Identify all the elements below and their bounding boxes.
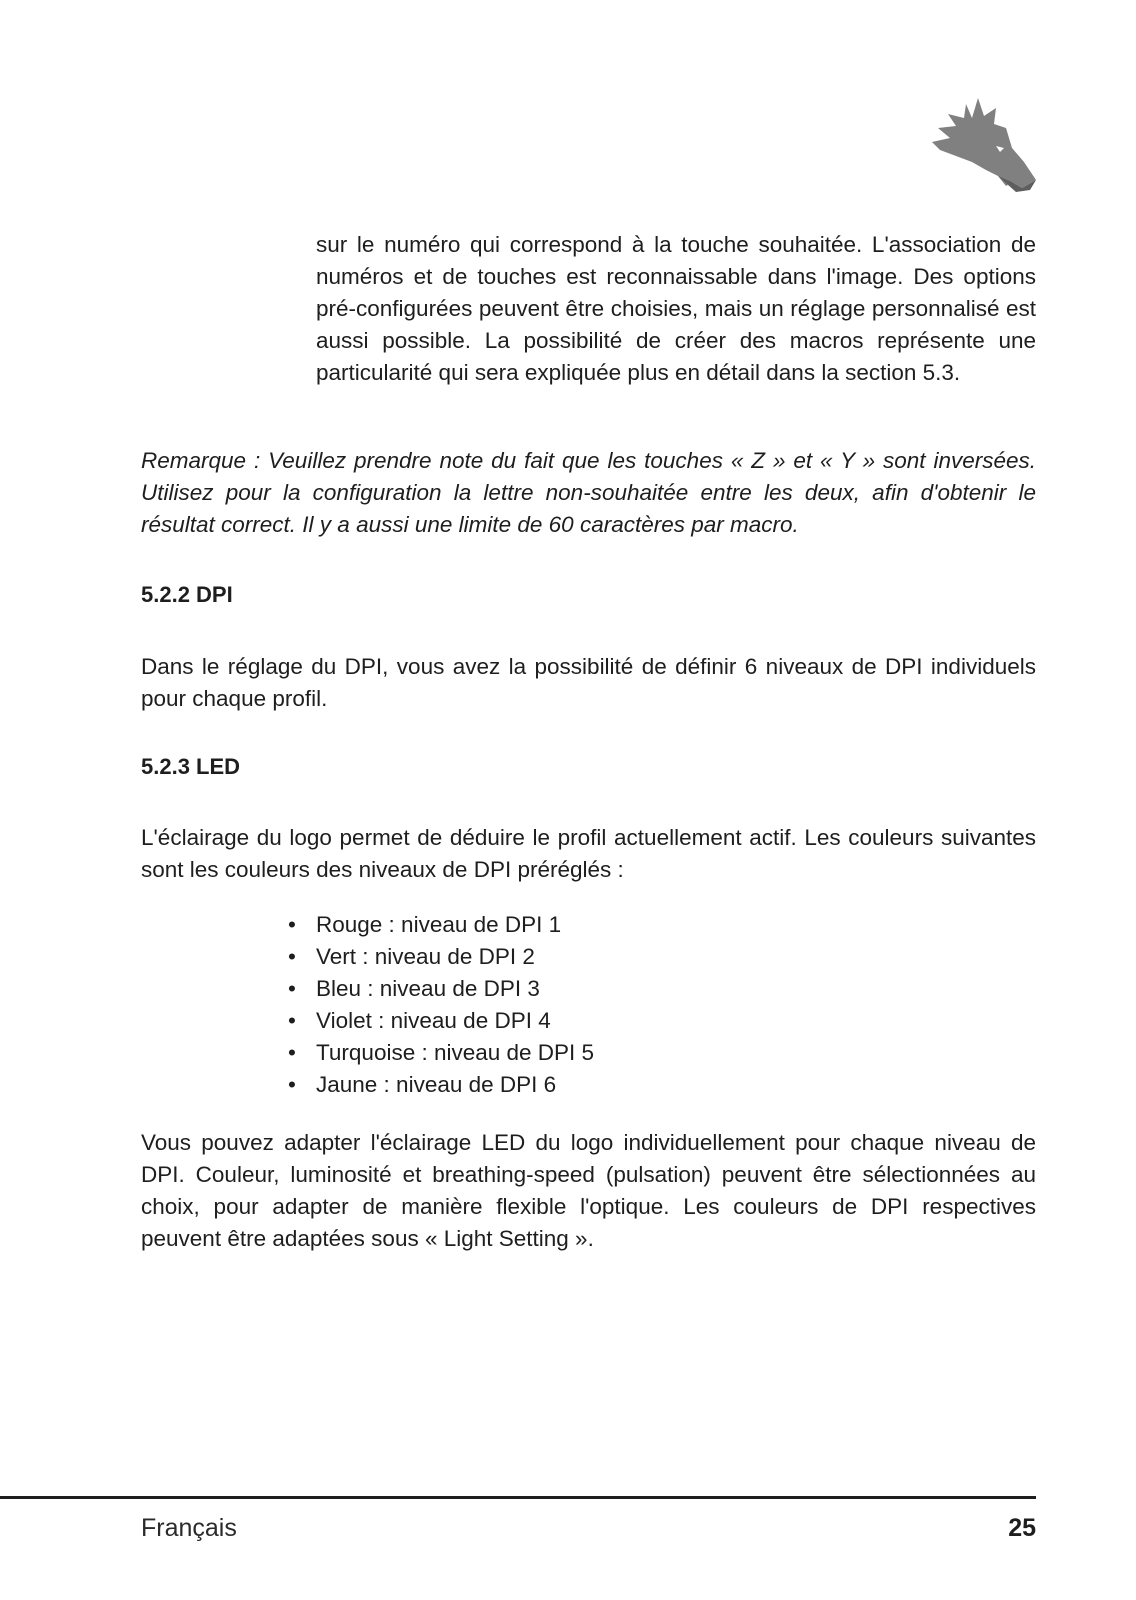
- section-heading-dpi: 5.2.2 DPI: [141, 582, 233, 607]
- list-item: • Bleu : niveau de DPI 3: [316, 973, 594, 1005]
- list-item: • Jaune : niveau de DPI 6: [316, 1069, 594, 1101]
- wolf-head-icon: [926, 92, 1038, 204]
- section-heading-led: 5.2.3 LED: [141, 754, 241, 779]
- bullet-icon: •: [288, 944, 296, 969]
- intro-paragraph: sur le numéro qui correspond à la touche souhaitée. L'association de numéros et de touches est reconnaissable dans l'image. Des options pré-configurées peuvent être choisies, mais un réglage personnalisé est aussi possible. La possibilité de créer des macros représente une particularité qui sera expliquée plus en détail dans la section 5.3.: [316, 232, 1036, 385]
- dpi-color-list: [288, 909, 595, 1101]
- dpi-paragraph: Dans le réglage du DPI, vous avez la possibilité de définir 6 niveaux de DPI individuels pour chaque profil.: [141, 654, 1036, 711]
- bullet-icon: •: [288, 1072, 296, 1097]
- bullet-icon: •: [288, 1040, 296, 1065]
- led-closing-paragraph: Vous pouvez adapter l'éclairage LED du logo individuellement pour chaque niveau de DPI. Couleur, luminosité et breathing-speed (pulsation) peuvent être sélectionnées au choix, pour adapter de manière flexible l'optique. Les couleurs de DPI respectives peuvent être adaptées sous « Light Setting ».: [141, 1130, 1036, 1251]
- footer-language: Français: [141, 1514, 237, 1542]
- remark-note: Remarque : Veuillez prendre note du fait que les touches « Z » et « Y » sont inversées. Utilisez pour la configuration la lettre non-souhaitée entre les deux, afin d'obtenir le résultat correct. Il y a aussi une limite de 60 caractères par macro.: [141, 448, 1036, 537]
- bullet-icon: •: [288, 912, 296, 937]
- bullet-icon: •: [288, 976, 296, 1001]
- bullet-icon: •: [288, 1008, 296, 1033]
- list-item: • Vert : niveau de DPI 2: [316, 941, 594, 973]
- footer-rule: [0, 1496, 1036, 1499]
- list-item: • Turquoise : niveau de DPI 5: [316, 1037, 594, 1069]
- list-item: • Rouge : niveau de DPI 1: [316, 909, 594, 941]
- led-paragraph: L'éclairage du logo permet de déduire le profil actuellement actif. Les couleurs suivantes sont les couleurs des niveaux de DPI préréglés :: [141, 825, 1036, 882]
- list-item: • Violet : niveau de DPI 4: [316, 1005, 594, 1037]
- page-number: 25: [1008, 1514, 1036, 1542]
